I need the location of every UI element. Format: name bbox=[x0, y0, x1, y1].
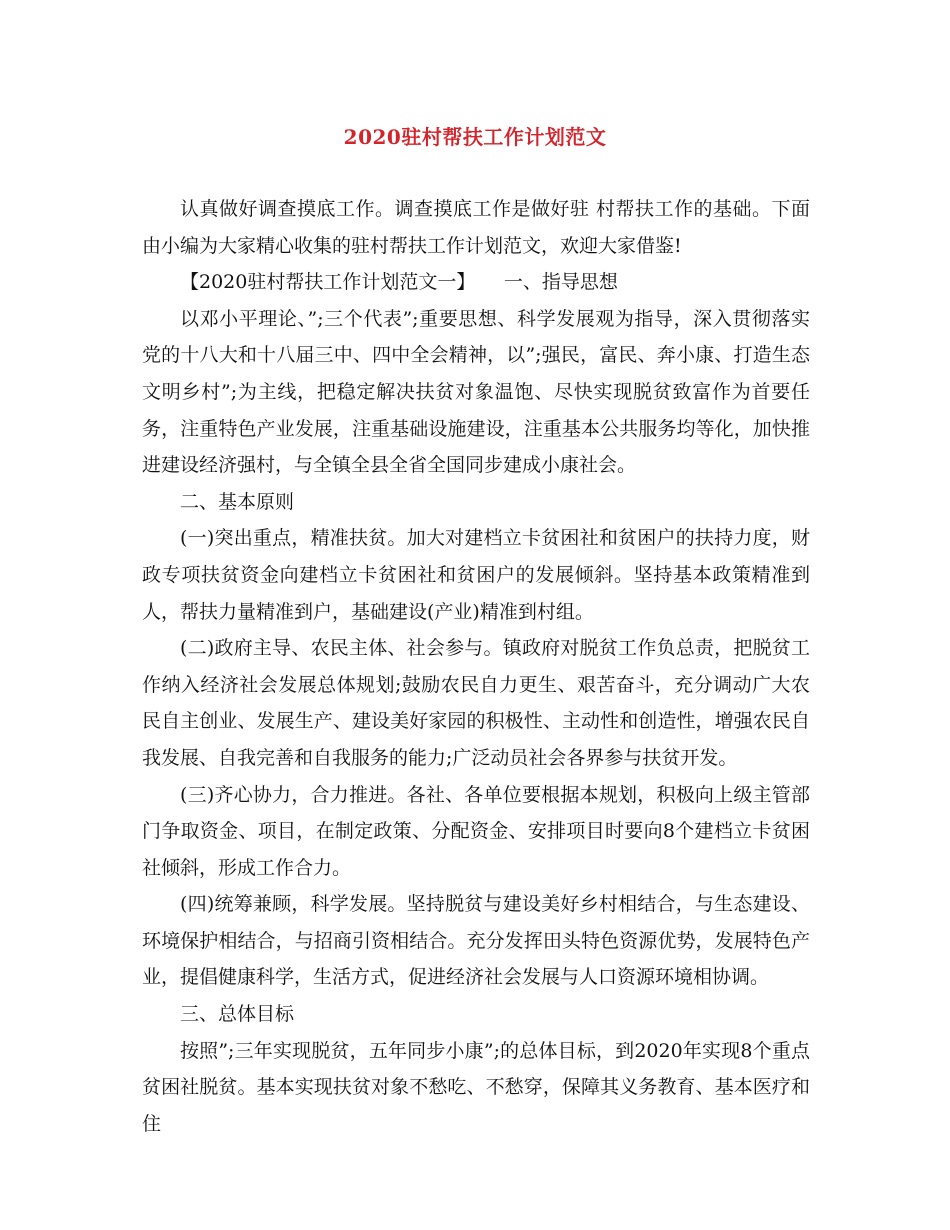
document-title: 2020驻村帮扶工作计划范文 bbox=[343, 125, 607, 149]
paragraph-principle-1: (一)突出重点，精准扶贫。加大对建档立卡贫困社和贫困户的扶持力度，财政专项扶贫资金向建档立卡贫困社和贫困户的发展倾斜。坚持基本政策精准到人，帮扶力量精准到户，基础建设(产业)精准到村组。 bbox=[142, 527, 810, 623]
section-heading-basic-principles: 二、基本原则 bbox=[180, 490, 295, 513]
paragraph-guiding-ideology: 以邓小平理论、”;三个代表”;重要思想、科学发展观为指导，深入贯彻落实党的十八大和十八届三中、四中全会精神，以”;强民，富民、奔小康、打造生态文明乡村”;为主线，把稳定解决扶贫对象温饱、尽快实现脱贫致富作为首要任务，注重特色产业发展，注重基础设施建设，注重基本公共服务均等化，加快推进建设经济强村，与全镇全县全省全国同步建成小康社会。 bbox=[142, 307, 810, 477]
paragraph-principle-4: (四)统筹兼顾，科学发展。坚持脱贫与建设美好乡村相结合，与生态建设、环境保护相结合，与招商引资相结合。充分发挥田头特色资源优势，发展特色产业，提倡健康科学，生活方式，促进经济社会发展与人口资源环境相协调。 bbox=[142, 893, 810, 989]
document-body bbox=[142, 191, 810, 1142]
paragraph-principle-3: (三)齐心协力，合力推进。各社、各单位要根据本规划，积极向上级主管部门争取资金、项目，在制定政策、分配资金、安排项目时要向8个建档立卡贫困社倾斜，形成工作合力。 bbox=[142, 783, 810, 879]
paragraph-intro: 认真做好调查摸底工作。调查摸底工作是做好驻 村帮扶工作的基础。下面由小编为大家精心收集的驻村帮扶工作计划范文，欢迎大家借鉴! bbox=[142, 198, 810, 257]
paragraph-principle-2: (二)政府主导、农民主体、社会参与。镇政府对脱贫工作负总责，把脱贫工作纳入经济社会发展总体规划;鼓励农民自力更生、艰苦奋斗，充分调动广大农民自主创业、发展生产、建设美好家园的积极性、主动性和创造性，增强农民自我发展、自我完善和自我服务的能力;广泛动员社会各界参与扶贫开发。 bbox=[142, 637, 810, 769]
paragraph-overall-goal: 按照”;三年实现脱贫，五年同步小康”;的总体目标，到2020年实现8个重点贫困社脱贫。基本实现扶贫对象不愁吃、不愁穿，保障其义务教育、基本医疗和住 bbox=[142, 1039, 810, 1135]
paragraph-section-heading-1: 【2020驻村帮扶工作计划范文一】 一、指导思想 bbox=[180, 271, 618, 294]
section-heading-overall-goal: 三、总体目标 bbox=[180, 1003, 295, 1026]
